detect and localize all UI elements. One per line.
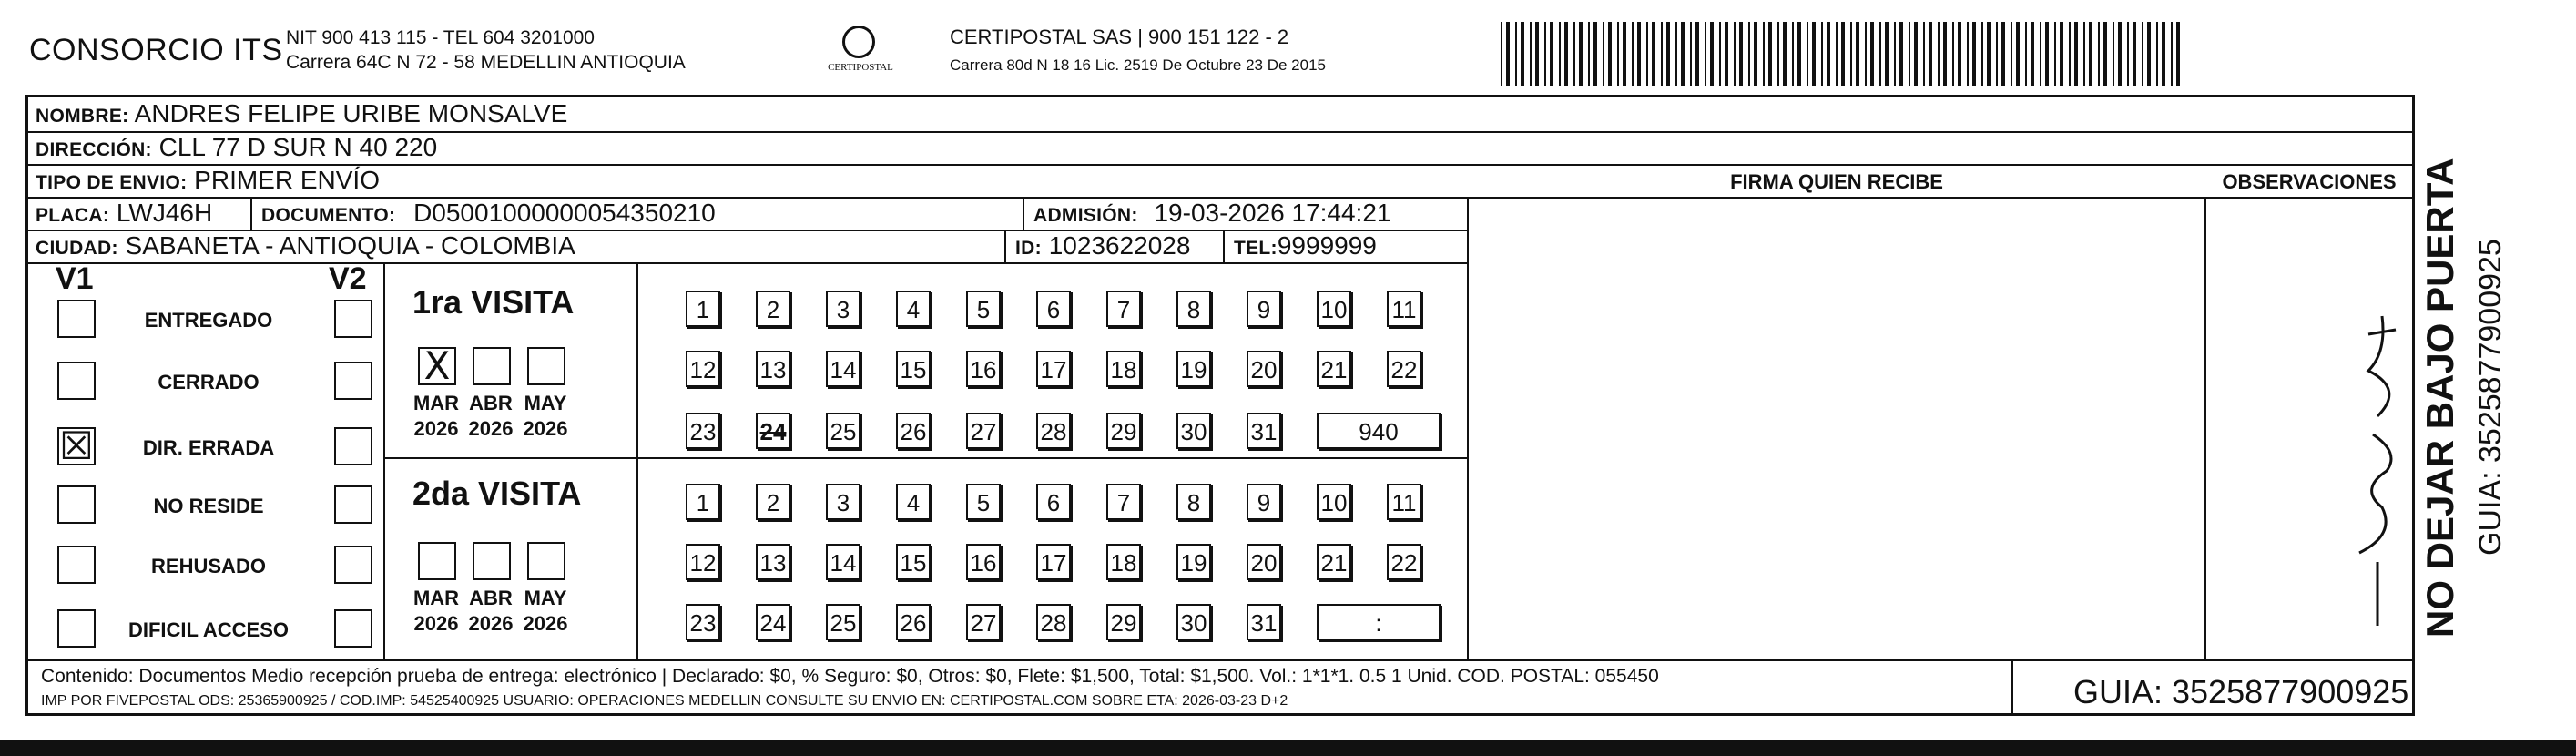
bottom-border — [0, 740, 2576, 756]
barcode-bar — [1646, 22, 1648, 86]
barcode-bar — [1827, 22, 1830, 86]
status-option-label: DIR. ERRADA — [142, 436, 275, 459]
v1-checkbox[interactable] — [57, 485, 96, 524]
v1-mark — [59, 547, 94, 582]
barcode-bar — [1515, 22, 1517, 86]
barcode-bar — [1506, 22, 1510, 86]
month-year: 2026 — [413, 612, 459, 635]
month-name: MAY — [524, 392, 567, 414]
day-box[interactable]: 23 — [686, 413, 720, 449]
barcode-bar — [1719, 22, 1721, 86]
barcode-bar — [1637, 22, 1641, 86]
day-box[interactable]: 27 — [966, 413, 1001, 449]
status-option-label: ENTREGADO — [144, 309, 273, 332]
month-mark — [529, 544, 564, 578]
barcode-bar — [1725, 22, 1728, 86]
month-checkbox[interactable] — [473, 347, 511, 385]
day-box[interactable]: 4 — [896, 484, 931, 520]
logo-text: CERTIPOSTAL — [828, 62, 893, 73]
barcode-bar — [1603, 22, 1604, 86]
day-box[interactable]: 30 — [1176, 604, 1211, 640]
barcode-bar — [2176, 22, 2180, 86]
month-label — [518, 586, 573, 637]
barcode-bar — [2147, 22, 2151, 86]
footer-content: Contenido: Documentos Medio recepción prueba de entrega: electrónico | Declarado: $0, % Seguro: $0, Otros: $0, Flete: $1,500, Total: $1,500. Vol.: 1*1*1. 0.5 1 Unid. COD. POSTAL: 055450 — [41, 666, 1659, 687]
month-name: MAR — [412, 392, 460, 414]
barcode-bar — [1748, 22, 1750, 86]
barcode-bar — [1632, 22, 1634, 86]
day-box[interactable]: 23 — [686, 604, 720, 640]
visit1-title: 1ra VISITA — [412, 283, 575, 321]
day-box[interactable]: 26 — [896, 413, 931, 449]
day-box[interactable]: 8 — [1176, 291, 1211, 327]
day-box[interactable]: 1 — [686, 291, 720, 327]
tipo-envio-field: TIPO DE ENVIO: PRIMER ENVÍO — [36, 166, 380, 194]
barcode-bar — [1938, 22, 1940, 86]
month-mark: X — [423, 343, 451, 388]
barcode-bar — [2089, 22, 2092, 86]
barcode-bar — [1981, 22, 1983, 86]
day-box[interactable]: 25 — [826, 413, 860, 449]
day-box[interactable]: 20 — [1247, 544, 1281, 580]
barcode-bar — [1690, 22, 1692, 86]
day-box[interactable]: 10 — [1317, 484, 1351, 520]
nit-line: NIT 900 413 115 - TEL 604 3201000 — [286, 27, 595, 48]
barcode-bar — [1943, 22, 1947, 86]
day-box[interactable]: 6 — [1036, 484, 1071, 520]
v2-checkbox[interactable] — [334, 546, 372, 584]
company-name: CONSORCIO ITS — [29, 33, 283, 67]
status-option-label: NO RESIDE — [153, 495, 264, 517]
day-box[interactable]: 19 — [1176, 351, 1211, 387]
day-box[interactable]: 12 — [686, 544, 720, 580]
barcode-bar — [1564, 22, 1568, 86]
month-label — [518, 391, 573, 442]
barcode-bar — [1996, 22, 1998, 86]
firma-header: FIRMA QUIEN RECIBE — [1730, 170, 1943, 193]
barcode-bar — [1763, 22, 1765, 86]
placa-field: PLACA: LWJ46H — [36, 199, 213, 227]
barcode-bar — [1530, 22, 1532, 86]
day-box[interactable]: 25 — [826, 604, 860, 640]
day-box[interactable]: 14 — [826, 351, 860, 387]
placa-value: LWJ46H — [116, 199, 213, 227]
barcode-bar — [2031, 22, 2034, 86]
day-box[interactable]: 19 — [1176, 544, 1211, 580]
certipostal-line1: CERTIPOSTAL SAS | 900 151 122 - 2 — [950, 26, 1289, 48]
barcode-bar — [1666, 22, 1670, 86]
admision-value: 19-03-2026 17:44:21 — [1154, 199, 1391, 227]
v2-mark — [336, 611, 371, 646]
barcode-bar — [2069, 22, 2071, 86]
day-box[interactable]: 28 — [1036, 604, 1071, 640]
barcode-bar — [1899, 22, 1903, 86]
barcode-bar — [2103, 22, 2107, 86]
status-option-label: REHUSADO — [151, 555, 266, 577]
barcode-bar — [1836, 22, 1838, 86]
barcode-bar — [1501, 22, 1502, 86]
day-box[interactable]: 16 — [966, 544, 1001, 580]
day-box[interactable]: 13 — [756, 351, 790, 387]
side-guia: GUIA: 3525877900925 — [2473, 239, 2508, 556]
status-option-label: CERRADO — [158, 371, 260, 393]
no-dejar-bajo-puerta: NO DEJAR BAJO PUERTA — [2418, 158, 2461, 638]
tipo-envio-value: PRIMER ENVÍO — [194, 166, 380, 194]
day-box[interactable]: 9 — [1247, 291, 1281, 327]
barcode-bar — [2011, 22, 2012, 86]
barcode-bar — [1588, 22, 1590, 86]
month-checkbox[interactable] — [418, 343, 456, 388]
month-year: 2026 — [468, 612, 514, 635]
barcode-bar — [1914, 22, 1918, 86]
barcode-bar — [1550, 22, 1553, 86]
barcode-bar — [1967, 22, 1969, 86]
month-checkbox[interactable] — [473, 542, 511, 580]
barcode-bar — [2001, 22, 2005, 86]
barcode-bar — [1958, 22, 1961, 86]
month-label — [409, 391, 463, 442]
barcode-bar — [1661, 22, 1663, 86]
barcode-bar — [1739, 22, 1743, 86]
day-box[interactable]: 6 — [1036, 291, 1071, 327]
month-mark — [529, 349, 564, 383]
time-box[interactable]: : — [1317, 604, 1441, 640]
day-box[interactable]: 3 — [826, 291, 860, 327]
barcode-bar — [1850, 22, 1852, 86]
barcode-bar — [1544, 22, 1546, 86]
month-year: 2026 — [523, 417, 568, 440]
month-checkbox[interactable] — [527, 542, 565, 580]
v2-mark — [336, 487, 371, 522]
day-box[interactable]: 7 — [1106, 484, 1141, 520]
day-box[interactable]: 2 — [756, 291, 790, 327]
v2-header: V2 — [329, 261, 367, 296]
v1-checkbox[interactable] — [57, 609, 96, 648]
month-checkbox[interactable] — [418, 542, 456, 580]
logo-circle-icon — [842, 26, 875, 58]
barcode-bar — [1870, 22, 1874, 86]
day-box[interactable]: 2 — [756, 484, 790, 520]
v2-checkbox[interactable] — [334, 362, 372, 400]
barcode-bar — [2074, 22, 2078, 86]
day-box[interactable]: 17 — [1036, 351, 1071, 387]
barcode-bar — [1593, 22, 1597, 86]
barcode-bar — [1929, 22, 1932, 86]
day-box[interactable]: 29 — [1106, 604, 1141, 640]
month-name: MAR — [412, 587, 460, 609]
day-box[interactable]: 5 — [966, 291, 1001, 327]
barcode-bar — [1652, 22, 1655, 86]
barcode-bar — [1710, 22, 1714, 86]
barcode-bar — [1681, 22, 1685, 86]
barcode-bar — [1821, 22, 1823, 86]
day-box[interactable]: 11 — [1387, 484, 1421, 520]
day-box[interactable]: 12 — [686, 351, 720, 387]
barcode-bar — [1885, 22, 1889, 86]
delivery-form — [25, 95, 2415, 716]
nombre-value: ANDRES FELIPE URIBE MONSALVE — [134, 99, 568, 128]
month-label — [463, 391, 518, 442]
barcode-bar — [1559, 22, 1561, 86]
documento-value: D05001000000054350210 — [413, 199, 716, 227]
month-name: ABR — [469, 392, 513, 414]
v2-mark — [336, 547, 371, 582]
day-box[interactable]: 18 — [1106, 544, 1141, 580]
signature-scribble — [2341, 280, 2414, 644]
ciudad-value: SABANETA - ANTIOQUIA - COLOMBIA — [125, 231, 575, 260]
tel-field: TEL:9999999 — [1234, 231, 1377, 260]
barcode-bar — [1623, 22, 1626, 86]
day-box[interactable]: 24 — [756, 604, 790, 640]
month-name: ABR — [469, 587, 513, 609]
v1-mark: ☒ — [59, 424, 94, 468]
day-box[interactable]: 27 — [966, 604, 1001, 640]
barcode-bar — [1972, 22, 1976, 86]
day-box[interactable]: 5 — [966, 484, 1001, 520]
v2-mark — [336, 301, 371, 336]
barcode-bar — [1879, 22, 1881, 86]
day-box[interactable]: 29 — [1106, 413, 1141, 449]
day-box[interactable]: 31 — [1247, 413, 1281, 449]
company-info — [286, 26, 686, 75]
footer-imp: IMP POR FIVEPOSTAL ODS: 25365900925 / COD.IMP: 54525400925 USUARIO: OPERACIONES MEDELLIN CONSULTE SU ENVIO EN: CERTIPOSTAL.COM SOBRE ETA: 2026-03-23 D+2 — [41, 693, 1288, 709]
admision-field: ADMISIÓN: 19-03-2026 17:44:21 — [1033, 199, 1391, 227]
barcode-bar — [1987, 22, 1991, 86]
month-year: 2026 — [468, 417, 514, 440]
barcode-bar — [1812, 22, 1816, 86]
v1-mark — [59, 301, 94, 336]
day-box[interactable]: 20 — [1247, 351, 1281, 387]
barcode-bar — [1777, 22, 1779, 86]
day-box[interactable]: 21 — [1317, 351, 1351, 387]
month-year: 2026 — [413, 417, 459, 440]
direccion-field: DIRECCIÓN: CLL 77 D SUR N 40 220 — [36, 133, 438, 161]
barcode-bar — [2118, 22, 2122, 86]
status-option-label: DIFICIL ACCESO — [127, 618, 289, 641]
barcode-bar — [1909, 22, 1910, 86]
barcode-bar — [2142, 22, 2143, 86]
ciudad-field: CIUDAD: SABANETA - ANTIOQUIA - COLOMBIA — [36, 231, 575, 260]
id-field: ID: 1023622028 — [1015, 231, 1191, 260]
tel-value: 9999999 — [1277, 231, 1377, 260]
v1-checkbox[interactable] — [57, 546, 96, 584]
day-box[interactable]: 30 — [1176, 413, 1211, 449]
barcode-bar — [1841, 22, 1845, 86]
month-mark — [474, 544, 509, 578]
barcode-bar — [1579, 22, 1583, 86]
month-label — [409, 586, 463, 637]
day-box[interactable]: 13 — [756, 544, 790, 580]
v1-header: V1 — [56, 261, 94, 296]
barcode-bar — [1923, 22, 1925, 86]
address-line: Carrera 64C N 72 - 58 MEDELLIN ANTIOQUIA — [286, 52, 686, 73]
barcode-bar — [1675, 22, 1677, 86]
certipostal-line2: Carrera 80d N 18 16 Lic. 2519 De Octubre 23 De 2015 — [950, 56, 1326, 74]
v1-checkbox[interactable] — [57, 300, 96, 338]
day-box[interactable]: 31 — [1247, 604, 1281, 640]
barcode-bar — [2045, 22, 2049, 86]
day-box[interactable]: 15 — [896, 351, 931, 387]
barcode-bar — [1856, 22, 1859, 86]
v1-checkbox[interactable] — [57, 424, 96, 468]
barcode-bar — [2127, 22, 2129, 86]
barcode-bar — [1797, 22, 1801, 86]
month-name: MAY — [524, 587, 567, 609]
month-mark — [420, 544, 454, 578]
v2-checkbox[interactable] — [334, 485, 372, 524]
barcode-bar — [2016, 22, 2020, 86]
day-box[interactable]: 17 — [1036, 544, 1071, 580]
barcode-bar — [2054, 22, 2056, 86]
month-label — [463, 586, 518, 637]
barcode-bar — [2171, 22, 2173, 86]
day-box[interactable]: 22 — [1387, 544, 1421, 580]
barcode-bar — [1573, 22, 1575, 86]
day-box[interactable]: 22 — [1387, 351, 1421, 387]
day-box[interactable]: 14 — [826, 544, 860, 580]
nombre-field: NOMBRE: ANDRES FELIPE URIBE MONSALVE — [36, 99, 568, 128]
barcode-bar — [2060, 22, 2063, 86]
v1-mark — [59, 611, 94, 646]
observaciones-header: OBSERVACIONES — [2222, 170, 2397, 193]
barcode-bar — [1894, 22, 1896, 86]
time-box[interactable]: 940 — [1317, 413, 1441, 449]
guia-number: GUIA: 3525877900925 — [2073, 673, 2409, 710]
barcode-bar — [2040, 22, 2041, 86]
day-box[interactable]: 15 — [896, 544, 931, 580]
day-box[interactable]: 11 — [1387, 291, 1421, 327]
barcode-bar — [2098, 22, 2100, 86]
month-mark — [474, 349, 509, 383]
barcode-bar — [1783, 22, 1787, 86]
v1-mark — [59, 487, 94, 522]
barcode-bar — [2025, 22, 2027, 86]
barcode-bar — [1768, 22, 1772, 86]
barcode-bar — [2133, 22, 2136, 86]
barcode-bar — [1792, 22, 1794, 86]
barcode-bar — [2083, 22, 2085, 86]
barcode-bar — [1705, 22, 1706, 86]
barcode-bar — [1754, 22, 1757, 86]
direccion-value: CLL 77 D SUR N 40 220 — [158, 133, 438, 161]
barcode-bar — [2113, 22, 2114, 86]
barcode-bar — [1807, 22, 1808, 86]
v2-mark — [336, 363, 371, 398]
v2-checkbox[interactable] — [334, 609, 372, 648]
month-checkbox[interactable] — [527, 347, 565, 385]
day-box[interactable]: 28 — [1036, 413, 1071, 449]
barcode-bar — [1608, 22, 1612, 86]
v2-checkbox[interactable] — [334, 427, 372, 465]
day-box[interactable]: 9 — [1247, 484, 1281, 520]
day-box[interactable]: 10 — [1317, 291, 1351, 327]
day-box[interactable]: 26 — [896, 604, 931, 640]
barcode-bar — [1695, 22, 1699, 86]
day-box[interactable]: 18 — [1106, 351, 1141, 387]
id-value: 1023622028 — [1048, 231, 1191, 260]
day-box[interactable]: 16 — [966, 351, 1001, 387]
barcode-bar — [1535, 22, 1539, 86]
day-box[interactable]: 4 — [896, 291, 931, 327]
barcode-bar — [1865, 22, 1867, 86]
day-box[interactable]: 24 — [756, 413, 790, 449]
day-box[interactable]: 7 — [1106, 291, 1141, 327]
v2-mark — [336, 429, 371, 464]
barcode — [1501, 22, 2185, 86]
barcode-bar — [1734, 22, 1736, 86]
day-box[interactable]: 1 — [686, 484, 720, 520]
month-year: 2026 — [523, 612, 568, 635]
day-box[interactable]: 8 — [1176, 484, 1211, 520]
day-box[interactable]: 21 — [1317, 544, 1351, 580]
v1-checkbox[interactable] — [57, 362, 96, 400]
barcode-bar — [1521, 22, 1524, 86]
documento-field: DOCUMENTO: D05001000000054350210 — [261, 199, 716, 227]
day-box[interactable]: 3 — [826, 484, 860, 520]
barcode-bar — [2162, 22, 2165, 86]
certipostal-logo — [824, 26, 897, 80]
visit2-title: 2da VISITA — [412, 475, 582, 512]
v2-checkbox[interactable] — [334, 300, 372, 338]
barcode-bar — [1617, 22, 1619, 86]
barcode-bar — [2156, 22, 2158, 86]
barcode-bar — [1952, 22, 1954, 86]
v1-mark — [59, 363, 94, 398]
